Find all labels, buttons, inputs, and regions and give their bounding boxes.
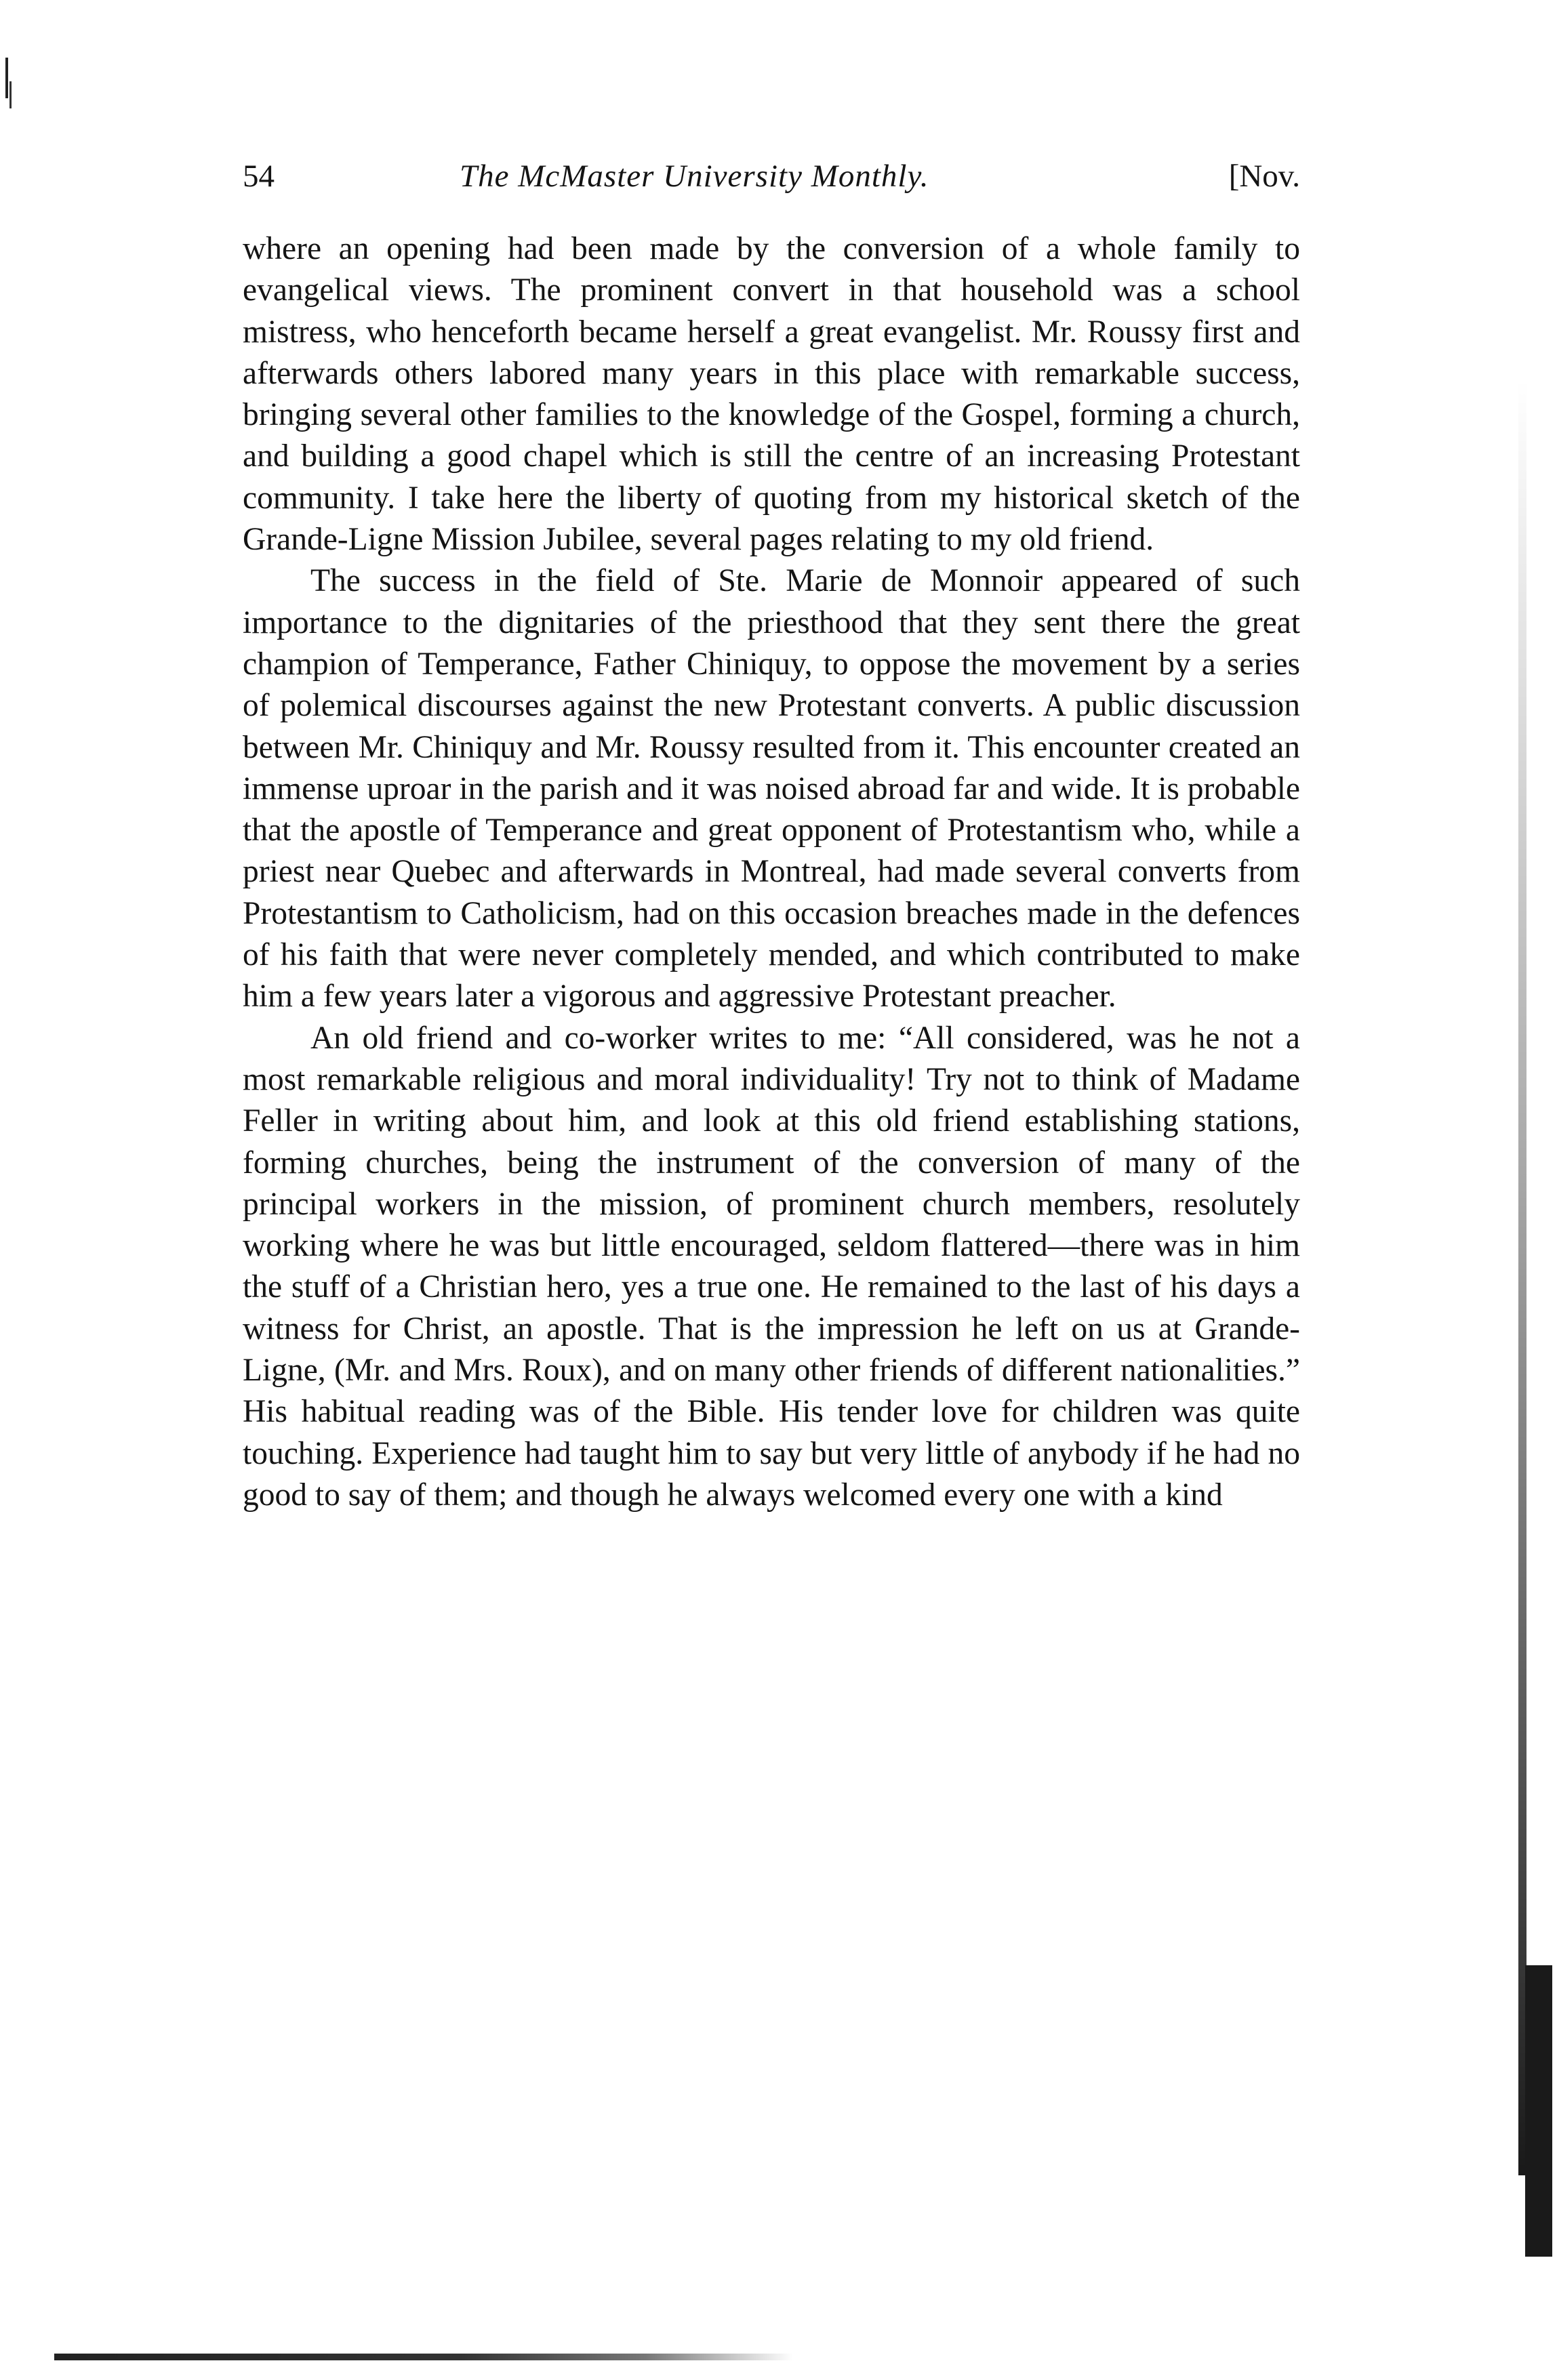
scan-edge-mark <box>9 81 12 108</box>
page-gutter-shadow <box>1525 1965 1552 2257</box>
paragraph: An old friend and co-worker writes to me: “All considered, was he not a most remarkable religious and moral individuality! Try not to think of Madame Feller in writing about him, and look at this old friend establishing stations, forming churches, being the instrument of the conversion of many of the principal workers in the mission, of prominent church members, resolutely working where he was but little encouraged, seldom flattered—there was in him the stuff of a Christian hero, yes a true one. He remained to the last of his days a witness for Christ, an apostle. That is the impression he left on us at Grande-Ligne, (Mr. and Mrs. Roux), and on many other friends of different nationalities.” His habitual reading was of the Bible. His tender love for children was quite touching. Experience had taught him to say but very little of anybody if he had no good to say of them; and though he always welcomed every one with a kind <box>243 1020 1300 1513</box>
running-header <box>243 152 1300 200</box>
paragraph-continued: where an opening had been made by the conversion of a whole family to evangelical views. The prominent convert in that household was a school mistress, who henceforth became herself a great evangelist. Mr. Roussy first and afterwards others labored many years in this place with remarkable success, bringing several other families to the knowledge of the Gospel, forming a church, and building a good chapel which is still the centre of an increasing Protestant community. I take here the liberty of quoting from my historical sketch of the Grande-Ligne Mission Jubilee, several pages relating to my old friend. <box>243 231 1300 558</box>
scan-edge-mark <box>5 58 8 98</box>
paragraph: The success in the field of Ste. Marie de Monnoir appeared of such importance to the dignitaries of the priesthood that they sent there the great champion of Temperance, Father Chiniquy, to oppose the movement by a series of polemical discourses against the new Protestant converts. A public discussion between Mr. Chiniquy and Mr. Roussy resulted from it. This encounter created an immense uproar in the parish and it was noised abroad far and wide. It is probable that the apostle of Temperance and great opponent of Protestantism who, while a priest near Quebec and afterwards in Montreal, had made several converts from Protestantism to Catholicism, had on this occasion breaches made in the defences of his faith that were never completely mended, and which contributed to make him a few years later a vigorous and aggressive Protestant preacher. <box>243 563 1300 1014</box>
article-body <box>243 228 1300 1516</box>
page-number: 54 <box>243 159 275 194</box>
journal-title: The McMaster University Monthly. <box>460 159 929 194</box>
issue-month: [Nov. <box>1228 159 1300 194</box>
page-gutter-shadow <box>1518 379 1526 2175</box>
bottom-scan-edge <box>54 2354 793 2360</box>
